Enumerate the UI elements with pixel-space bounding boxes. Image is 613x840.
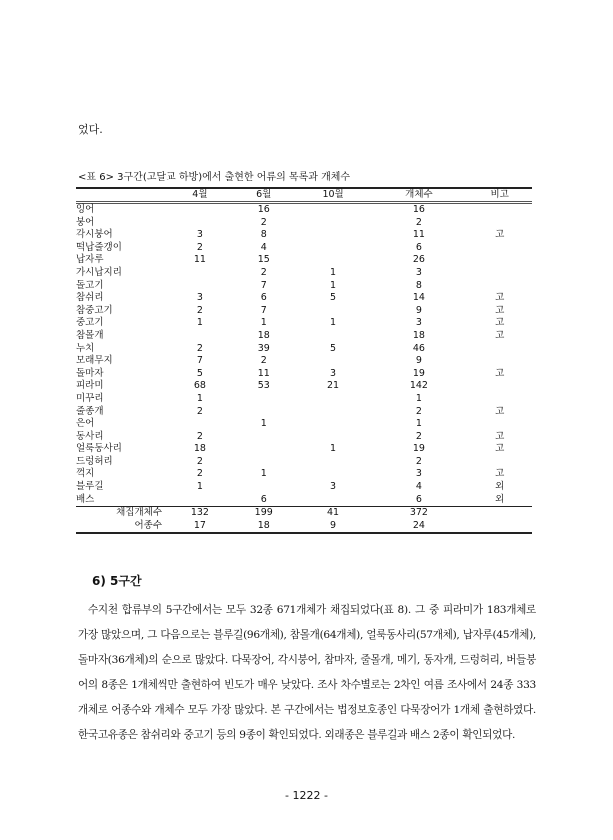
species-name: 블루길 [76, 481, 104, 493]
table-cell: 고 [495, 317, 505, 329]
table-cell: 7 [260, 279, 267, 291]
table-cell: 21 [327, 380, 340, 392]
table-header-row [76, 188, 532, 203]
table-cell: 2 [196, 455, 203, 467]
table-cell: 1 [196, 481, 203, 493]
table-row [76, 468, 532, 481]
body-paragraph: 수지천 합류부의 5구간에서는 모두 32종 671개체가 채집되었다(표 8). 그 중 피라미가 183개체로 가장 많았으며, 그 다음으로는 블루길(96개체), 참몰개(64개체), 얼룩동사리(57개체), 납자루(45개체), 돌마자(36개체)의 순으로 많았다. 다묵장어, 각시붕어, 참마자, 줄몰개, 메기, 동자개, 드렁허리, 버들붕어의 8종은 1개체씩만 출현하여 빈도가 매우 낮았다. 조사 차수별로는 2차인 여름 조사에서 24종 333개체로 어종수와 개체수 모두 가장 많았다. 본 구간에서는 법정보호종인 다묵장어가 1개체 출현하였다. 한국고유종은 참쉬리와 중고기 등의 9종이 확인되었다. 외래종은 블루길과 배스 2종이 확인되었다. [78, 604, 536, 741]
column-header: 비고 [490, 189, 509, 200]
species-name: 누치 [76, 342, 95, 354]
species-name: 모래무지 [76, 355, 113, 367]
table-cell [467, 456, 532, 469]
table-cell: 18 [257, 519, 270, 531]
table-cell [232, 456, 296, 469]
table-cell [296, 468, 371, 481]
fish-table [76, 187, 532, 534]
species-name: 은어 [76, 418, 95, 430]
table-cell [232, 481, 296, 494]
table-row [76, 254, 532, 267]
table-cell: 고 [495, 229, 505, 241]
column-header: 10월 [322, 189, 344, 200]
table-cell [168, 494, 232, 507]
table-cell: 6 [260, 292, 267, 304]
table-row [76, 317, 532, 330]
table-cell [232, 443, 296, 456]
table-cell [296, 203, 371, 217]
table-cell: 18 [257, 329, 270, 341]
table-cell: 2 [415, 405, 422, 417]
table-cell: 1 [330, 317, 337, 329]
table-cell: 46 [412, 342, 425, 354]
table-cell: 1 [330, 443, 337, 455]
species-name: 떡납줄갱이 [76, 241, 122, 253]
species-name: 동사리 [76, 430, 104, 442]
species-name: 참몰개 [76, 329, 104, 341]
table-cell: 1 [415, 418, 422, 430]
table-cell: 3 [415, 468, 422, 480]
table-cell: 고 [495, 443, 505, 455]
table-row [76, 494, 532, 507]
table-cell: 2 [196, 405, 203, 417]
table-cell: 2 [415, 455, 422, 467]
table-row [76, 267, 532, 280]
table-cell: 6 [415, 493, 422, 505]
table-cell: 26 [412, 254, 425, 266]
table-cell [467, 203, 532, 217]
species-name: 참쉬리 [76, 292, 104, 304]
table-cell: 8 [260, 229, 267, 241]
table-cell: 372 [409, 507, 428, 519]
table-cell [296, 242, 371, 255]
table-cell: 고 [495, 468, 505, 480]
table-cell: 3 [415, 266, 422, 278]
table-cell [467, 267, 532, 280]
table-row [76, 393, 532, 406]
column-header: 4월 [192, 189, 208, 200]
table-cell: 고 [495, 405, 505, 417]
table-cell: 3 [330, 481, 337, 493]
table-cell: 8 [415, 279, 422, 291]
table-cell: 6 [415, 241, 422, 253]
table-row [76, 431, 532, 444]
table-cell [467, 280, 532, 293]
table-cell [232, 431, 296, 444]
table-cell [296, 254, 371, 267]
table-cell: 11 [193, 254, 206, 266]
table-cell [296, 494, 371, 507]
table-row [76, 456, 532, 469]
table-cell: 41 [327, 507, 340, 519]
table-cell: 1 [260, 317, 267, 329]
table-cell: 39 [257, 342, 270, 354]
table-row [76, 343, 532, 356]
previous-text: 었다. [78, 123, 103, 136]
species-name: 채집개체수 [116, 507, 162, 519]
table-cell: 5 [330, 292, 337, 304]
species-name: 참중고기 [76, 304, 113, 316]
species-name: 줄종개 [76, 405, 104, 417]
table-row [76, 368, 532, 381]
table-cell [296, 229, 371, 242]
table-cell: 3 [196, 229, 203, 241]
table-row [76, 380, 532, 393]
table-cell: 고 [495, 292, 505, 304]
table-row [76, 229, 532, 242]
table-row [76, 443, 532, 456]
species-name: 돌고기 [76, 279, 104, 291]
table-cell [232, 393, 296, 406]
table-cell: 9 [415, 304, 422, 316]
table-cell: 2 [196, 468, 203, 480]
table-cell [467, 507, 532, 520]
table-cell: 199 [254, 507, 273, 519]
table-cell: 1 [330, 266, 337, 278]
table-cell: 7 [196, 355, 203, 367]
table-row [76, 203, 532, 217]
table-cell: 5 [196, 367, 203, 379]
table-cell: 2 [196, 241, 203, 253]
table-cell: 11 [257, 367, 270, 379]
table-cell: 24 [412, 519, 425, 531]
table-cell: 2 [415, 216, 422, 228]
table-cell [296, 330, 371, 343]
table-row [76, 280, 532, 293]
table-cell: 3 [196, 292, 203, 304]
table-cell: 7 [260, 304, 267, 316]
table-cell: 고 [495, 304, 505, 316]
table-cell: 1 [415, 392, 422, 404]
table-cell [467, 393, 532, 406]
table-cell: 2 [196, 342, 203, 354]
species-name: 배스 [76, 493, 95, 505]
table-row [76, 355, 532, 368]
table-cell: 4 [260, 241, 267, 253]
table-cell [467, 418, 532, 431]
table-cell: 1 [196, 392, 203, 404]
table-cell: 6 [260, 493, 267, 505]
table-cell: 고 [495, 367, 505, 379]
table-cell [232, 406, 296, 419]
table-cell [168, 217, 232, 230]
table-cell [168, 280, 232, 293]
totals-row [76, 520, 532, 534]
table-cell: 68 [193, 380, 206, 392]
species-name: 드렁허리 [76, 455, 113, 467]
table-cell: 18 [412, 329, 425, 341]
table-cell [296, 305, 371, 318]
table-cell: 2 [415, 430, 422, 442]
section-heading: 6) 5구간 [92, 574, 142, 588]
table-cell: 2 [260, 266, 267, 278]
column-header [76, 188, 168, 203]
table-row [76, 418, 532, 431]
table-cell [296, 217, 371, 230]
table-cell: 19 [412, 443, 425, 455]
table-cell [467, 217, 532, 230]
species-name: 붕어 [76, 216, 95, 228]
species-name: 중고기 [76, 317, 104, 329]
table-cell [296, 431, 371, 444]
table-cell: 고 [495, 430, 505, 442]
species-name: 가시납지리 [76, 266, 122, 278]
table-cell: 1 [330, 279, 337, 291]
table-row [76, 217, 532, 230]
table-cell: 17 [193, 519, 206, 531]
table-cell: 142 [409, 380, 428, 392]
table-row [76, 406, 532, 419]
table-row [76, 481, 532, 494]
table-cell: 14 [412, 292, 425, 304]
table-cell [296, 355, 371, 368]
table-cell [296, 406, 371, 419]
column-header: 개체수 [405, 189, 433, 200]
table-cell: 16 [257, 204, 270, 215]
species-name: 돌마자 [76, 367, 104, 379]
table-cell: 53 [257, 380, 270, 392]
table-cell [467, 242, 532, 255]
table-cell: 4 [415, 481, 422, 493]
table-cell [467, 520, 532, 534]
species-name: 납자루 [76, 254, 104, 266]
column-header: 6월 [256, 189, 272, 200]
table-cell: 1 [260, 418, 267, 430]
table-cell: 1 [196, 317, 203, 329]
table-cell [467, 380, 532, 393]
species-name: 각시붕어 [76, 229, 113, 241]
table-cell: 18 [193, 443, 206, 455]
species-name: 얼룩동사리 [76, 443, 122, 455]
table-cell: 2 [196, 304, 203, 316]
table-cell: 2 [260, 355, 267, 367]
table-cell [296, 418, 371, 431]
table-cell: 11 [412, 229, 425, 241]
table-cell: 132 [190, 507, 209, 519]
page-number: - 1222 - [285, 789, 328, 802]
species-name: 어종수 [134, 519, 162, 531]
table-cell [467, 343, 532, 356]
table-cell [296, 456, 371, 469]
species-name: 피라미 [76, 380, 104, 392]
table-cell: 외 [495, 481, 505, 493]
table-cell: 1 [260, 468, 267, 480]
table-row [76, 305, 532, 318]
table-cell: 2 [196, 430, 203, 442]
table-cell: 16 [412, 204, 425, 215]
table-cell: 3 [415, 317, 422, 329]
table-cell: 9 [415, 355, 422, 367]
table-cell [467, 254, 532, 267]
table-cell: 고 [495, 329, 505, 341]
table-row [76, 292, 532, 305]
table-row [76, 330, 532, 343]
table-cell [467, 355, 532, 368]
table-cell: 2 [260, 216, 267, 228]
species-name: 잉어 [76, 204, 95, 215]
table-cell: 19 [412, 367, 425, 379]
totals-row [76, 507, 532, 520]
table-cell: 외 [495, 493, 505, 505]
table-cell [168, 267, 232, 280]
species-name: 꺽지 [76, 468, 95, 480]
species-name: 미꾸리 [76, 392, 104, 404]
table-row [76, 242, 532, 255]
table-cell: 15 [257, 254, 270, 266]
table-cell [168, 330, 232, 343]
table-cell [296, 393, 371, 406]
table-cell [168, 203, 232, 217]
table-cell: 3 [330, 367, 337, 379]
table-cell: 9 [330, 519, 337, 531]
table-cell [168, 418, 232, 431]
table-caption: <표 6> 3구간(고달교 하방)에서 출현한 어류의 목록과 개체수 [78, 172, 351, 183]
table-cell: 5 [330, 342, 337, 354]
